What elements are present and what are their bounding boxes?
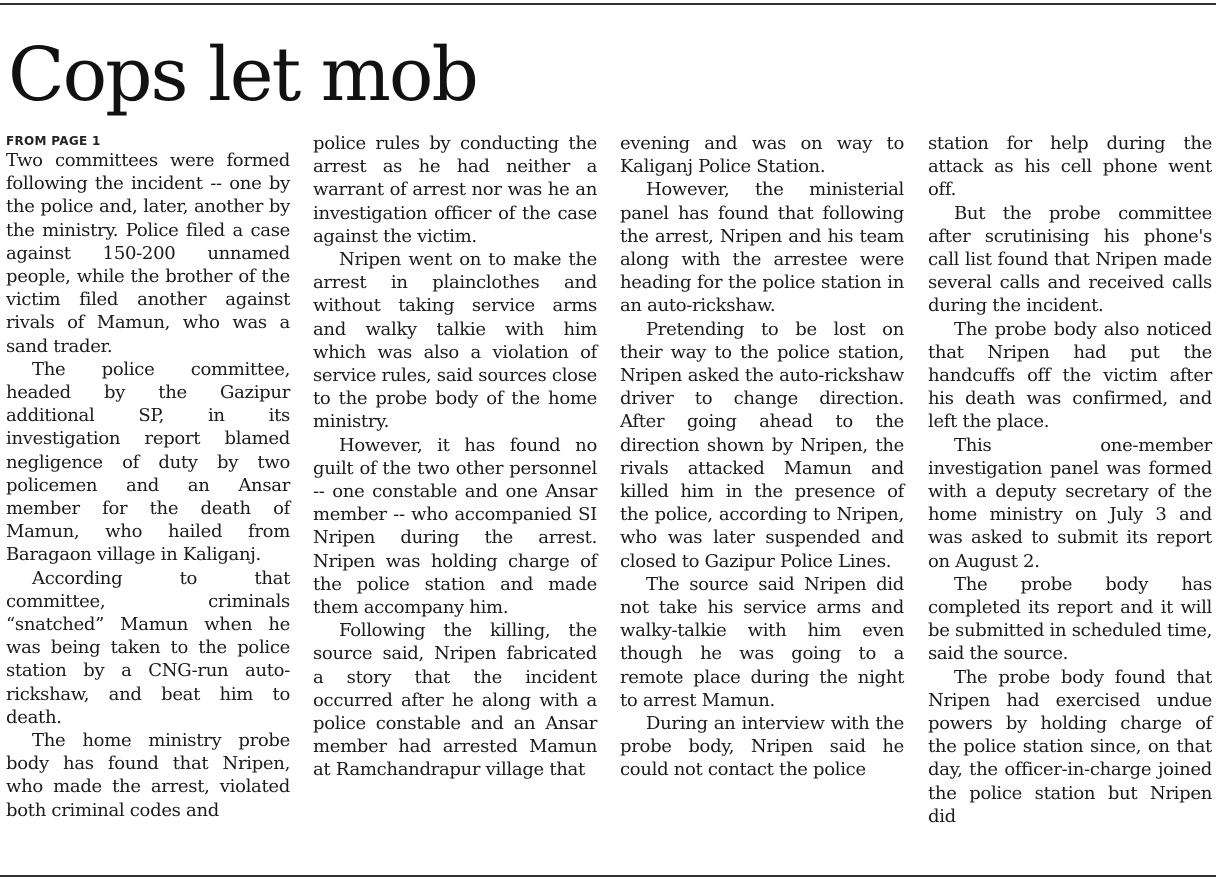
paragraph: The police committee, headed by the Gazipur additional SP, in its investigation report blamed negligence of duty by two policemen and an Ansar member for the death of Mamun, who hailed from Baragaon village in Kaliganj. [6, 358, 290, 566]
paragraph: Pretending to be lost on their way to the police station, Nripen asked the auto-rickshaw driver to change direction. After going ahead to the direction shown by Nripen, the rivals attacked Mamun and killed him in the presence of the police, according to Nripen, who was later suspended and closed to Gazipur Police Lines. [620, 318, 904, 572]
paragraph: station for help during the attack as his cell phone went off. [928, 133, 1212, 201]
paragraph: The home ministry probe body has found that Nripen, who made the arrest, violated both criminal codes and [6, 730, 290, 821]
paragraph: The probe body has completed its report and it will be submitted in scheduled time, said the source. [928, 573, 1212, 665]
paragraph: The probe body found that Nripen had exercised undue powers by holding charge of the police station since, on that day, the officer-in-charge joined the police station but Nripen did [928, 666, 1212, 827]
paragraph: During an interview with the probe body, Nripen said he could not contact the police [620, 713, 904, 781]
paragraph: Following the killing, the source said, Nripen fabricated a story that the incident occurred after he along with a police constable and an Ansar member had arrested Mamun at Ramchandrapur village that [313, 620, 597, 781]
article-column-4 [928, 132, 1212, 828]
paragraph: The source said Nripen did not take his service arms and walky-talkie with him even though he was going to a remote place during the night to arrest Mamun. [620, 573, 904, 711]
paragraph: evening and was on way to Kaliganj Police Station. [620, 133, 904, 178]
paragraph: However, the ministerial panel has found that following the arrest, Nripen and his team along with the arrestee were heading for the police station in an auto-rickshaw. [620, 179, 904, 317]
article-column-3 [620, 132, 904, 782]
paragraph: The probe body also noticed that Nripen had put the handcuffs off the victim after his death was confirmed, and left the place. [928, 318, 1212, 433]
paragraph: Nripen went on to make the arrest in plainclothes and without taking service arms and walky talkie with him which was also a violation of service rules, said sources close to the probe body of the home ministry. [313, 249, 597, 433]
paragraph: Two committees were formed following the incident -- one by the police and, later, another by the ministry. Police filed a case against 150-200 unnamed people, while the brother of the victim filed another against rivals of Mamun, who was a sand trader. [6, 150, 290, 357]
paragraph: But the probe committee after scrutinising his phone's call list found that Nripen made several calls and received calls during the incident. [928, 202, 1212, 317]
kicker-from-page-1: FROM PAGE 1 [6, 134, 101, 148]
article-column-1 [6, 132, 290, 822]
paragraph: This one-member investigation panel was formed with a deputy secretary of the home ministry on July 3 and was asked to submit its report on August 2. [928, 434, 1212, 572]
paragraph: According to that committee, criminals “snatched” Mamun when he was being taken to the police station by a CNG-run auto-rickshaw, and beat him to death. [6, 567, 290, 728]
top-rule [0, 3, 1216, 5]
article-column-2 [313, 132, 597, 782]
headline: Cops let mob [8, 32, 477, 118]
paragraph: However, it has found no guilt of the two other personnel -- one constable and one Ansar member -- who accompanied SI Nripen during the arrest. Nripen was holding charge of the police station and made them accompany him. [313, 434, 597, 619]
paragraph: police rules by conducting the arrest as he had neither a warrant of arrest nor was he an investigation officer of the case against the victim. [313, 133, 597, 247]
bottom-rule [0, 875, 1216, 877]
